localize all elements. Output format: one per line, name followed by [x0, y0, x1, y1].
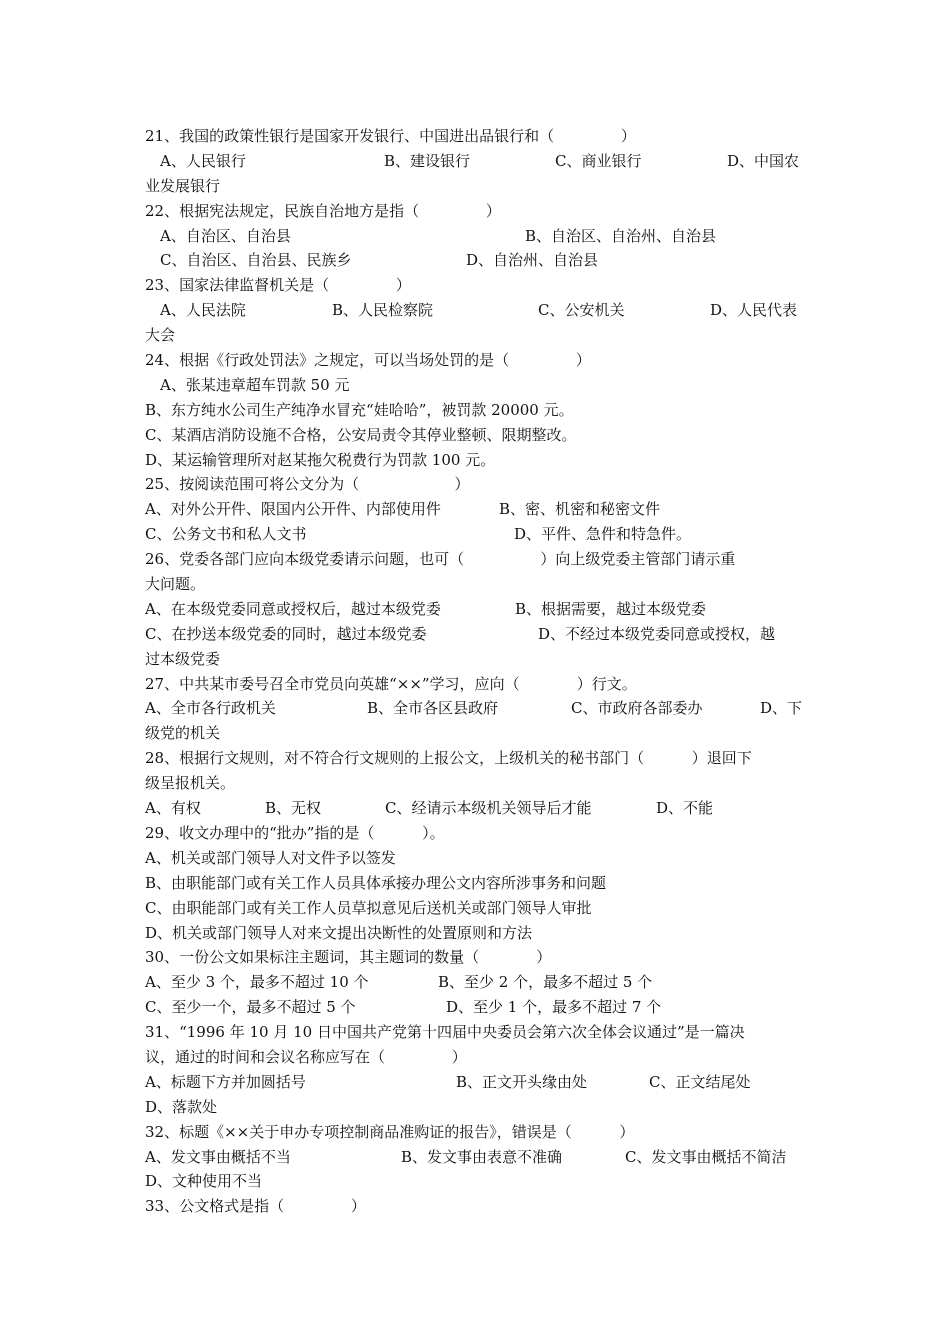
option-b: B、东方纯水公司生产纯净水冒充“娃哈哈”，被罚款 20000 元。 [145, 400, 574, 419]
question-22: 22、根据宪法规定，民族自治地方是指（ ） [145, 201, 501, 220]
option-d: D、不能 [656, 799, 714, 818]
options-31 [145, 1070, 807, 1095]
option-b: B、至少 2 个，最多不超过 5 个 [438, 973, 653, 992]
options-32 [145, 1145, 807, 1170]
option-c: C、自治区、自治县、民族乡 [160, 251, 352, 270]
question-30: 30、一份公文如果标注主题词，其主题词的数量（ ） [145, 948, 552, 967]
options-23 [145, 298, 807, 323]
option-a: A、对外公开件、限国内公开件、内部使用件 [145, 500, 441, 519]
option-b: B、发文事由表意不准确 [401, 1147, 563, 1166]
text-line: 过本级党委 [145, 649, 221, 668]
option-a: A、机关或部门领导人对文件予以签发 [145, 848, 396, 867]
options-22 [145, 248, 807, 273]
options-30 [145, 995, 807, 1020]
question-31: 31、“1996 年 10 月 10 日中国共产党第十四届中央委员会第六次全体会议通过”是一篇决 [145, 1023, 745, 1042]
text-line: 级党的机关 [145, 724, 221, 743]
option-d: D、自治州、自治县 [466, 251, 599, 270]
option-a: A、标题下方并加圆括号 [145, 1072, 306, 1091]
options-26 [145, 622, 807, 647]
option-b: B、人民检察院 [332, 301, 434, 320]
options-25 [145, 522, 807, 547]
option-c: C、经请示本级机关领导后才能 [385, 799, 592, 818]
option-a: A、人民法院 [160, 301, 246, 320]
question-29: 29、收文办理中的“批办”指的是（ ）。 [145, 823, 445, 842]
text-line: 级呈报机关。 [145, 774, 236, 793]
option-c: C、正文结尾处 [649, 1072, 751, 1091]
options-30 [145, 970, 807, 995]
option-a: A、自治区、自治县 [160, 226, 291, 245]
option-c: C、至少一个，最多不超过 5 个 [145, 998, 356, 1017]
text-line: 议，通过的时间和会议名称应写在（ ） [145, 1047, 467, 1066]
option-c: C、公安机关 [538, 301, 625, 320]
options-25 [145, 497, 807, 522]
option-d: D、文种使用不当 [145, 1172, 263, 1191]
option-d: D、不经过本级党委同意或授权，越 [538, 624, 776, 643]
option-a: A、有权 [145, 799, 201, 818]
options-26 [145, 597, 807, 622]
option-b: B、全市各区县政府 [367, 699, 499, 718]
question-25: 25、按阅读范围可将公文分为（ ） [145, 475, 470, 494]
question-33: 33、公文格式是指（ ） [145, 1197, 366, 1216]
option-c: C、发文事由概括不简洁 [625, 1147, 787, 1166]
option-b: B、密、机密和秘密文件 [499, 500, 661, 519]
option-c: C、由职能部门或有关工作人员草拟意见后送机关或部门领导人审批 [145, 898, 592, 917]
option-d: D、机关或部门领导人对来文提出决断性的处置原则和方法 [145, 923, 533, 942]
option-b: B、根据需要，越过本级党委 [515, 599, 707, 618]
question-21: 21、我国的政策性银行是国家开发银行、中国进出品银行和（ ） [145, 127, 636, 145]
option-d: D、平件、急件和特急件。 [514, 525, 692, 544]
option-a: A、全市各行政机关 [145, 699, 276, 718]
text-line: 业发展银行 [145, 176, 221, 195]
option-a: A、人民银行 [160, 151, 246, 170]
question-32: 32、标题《××关于申办专项控制商品准购证的报告》，错误是（ ） [145, 1122, 635, 1141]
option-c: C、某酒店消防设施不合格，公安局责令其停业整顿、限期整改。 [145, 425, 577, 444]
question-28: 28、根据行文规则，对不符合行文规则的上报公文，上级机关的秘书部门（ ）退回下 [145, 749, 752, 768]
option-d: D、落款处 [145, 1097, 218, 1116]
text-line: 大问题。 [145, 575, 206, 594]
options-28 [145, 796, 807, 821]
option-d: D、人民代表 [710, 301, 798, 320]
option-d: D、至少 1 个，最多不超过 7 个 [446, 998, 662, 1017]
option-d: D、下 [760, 699, 803, 718]
option-d: D、中国农 [727, 151, 800, 170]
option-c: C、商业银行 [555, 151, 642, 170]
option-b: B、正文开头缘由处 [456, 1072, 588, 1091]
document-page [145, 124, 807, 1219]
option-c: C、公务文书和私人文书 [145, 525, 307, 544]
text-line: 大会 [145, 326, 176, 345]
option-b: B、由职能部门或有关工作人员具体承接办理公文内容所涉事务和问题 [145, 873, 607, 892]
option-b: B、建设银行 [384, 151, 471, 170]
options-21 [145, 149, 807, 174]
question-26: 26、党委各部门应向本级党委请示问题，也可（ ）向上级党委主管部门请示重 [145, 550, 736, 569]
option-c: C、市政府各部委办 [571, 699, 703, 718]
question-23: 23、国家法律监督机关是（ ） [145, 276, 411, 295]
option-a: A、至少 3 个，最多不超过 10 个 [145, 973, 369, 992]
option-a: A、在本级党委同意或授权后，越过本级党委 [145, 599, 441, 618]
option-a: A、张某违章超车罚款 50 元 [160, 375, 350, 394]
options-27 [145, 696, 807, 721]
option-d: D、某运输管理所对赵某拖欠税费行为罚款 100 元。 [145, 450, 496, 469]
question-24: 24、根据《行政处罚法》之规定，可以当场处罚的是（ ） [145, 351, 591, 370]
question-27: 27、中共某市委号召全市党员向英雄“××”学习，应向（ ）行文。 [145, 674, 637, 693]
option-b: B、无权 [265, 799, 322, 818]
options-22 [145, 224, 807, 249]
option-b: B、自治区、自治州、自治县 [525, 226, 717, 245]
option-a: A、发文事由概括不当 [145, 1147, 291, 1166]
option-c: C、在抄送本级党委的同时，越过本级党委 [145, 624, 427, 643]
